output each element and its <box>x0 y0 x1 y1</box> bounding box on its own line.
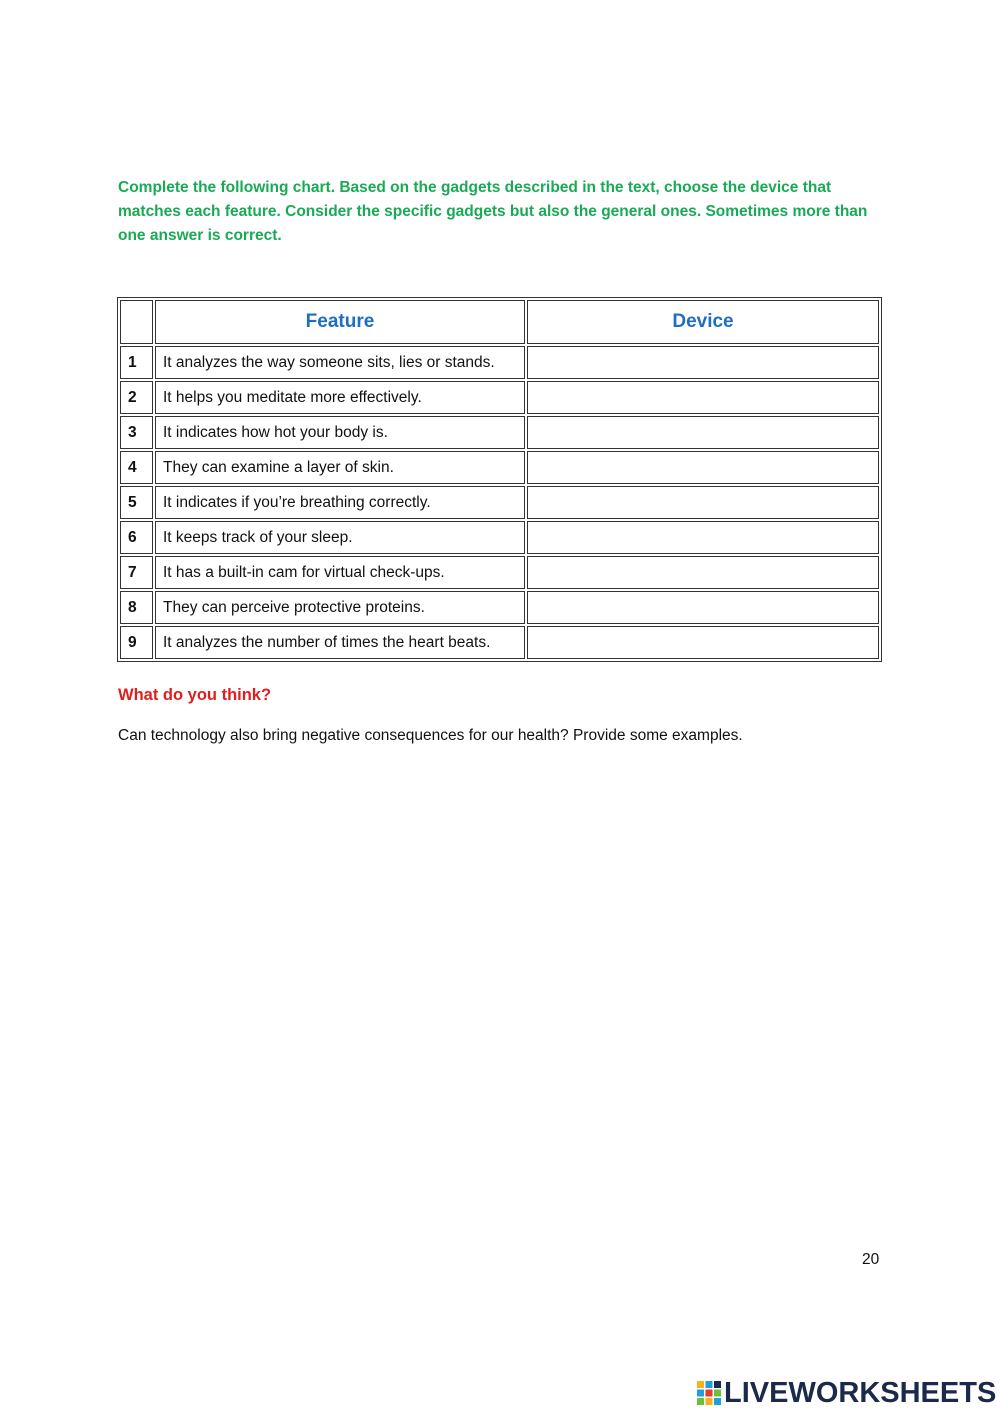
liveworksheets-brand[interactable] <box>697 1377 996 1409</box>
feature-cell: It analyzes the way someone sits, lies or stands. <box>155 346 525 379</box>
row-number: 9 <box>120 626 153 659</box>
device-answer-field[interactable] <box>527 591 879 624</box>
device-answer-field[interactable] <box>527 521 879 554</box>
device-answer-field[interactable] <box>527 486 879 519</box>
table-header-row <box>120 300 879 344</box>
feature-cell: It analyzes the number of times the heart beats. <box>155 626 525 659</box>
feature-cell: It indicates how hot your body is. <box>155 416 525 449</box>
feature-cell: They can examine a layer of skin. <box>155 451 525 484</box>
row-number: 1 <box>120 346 153 379</box>
device-answer-field[interactable] <box>527 556 879 589</box>
header-device: Device <box>527 300 879 344</box>
feature-cell: It indicates if you’re breathing correctly. <box>155 486 525 519</box>
instructions-text: Complete the following chart. Based on the gadgets described in the text, choose the device that matches each feature. Consider the specific gadgets but also the general ones. Sometimes more than one answer is correct. <box>118 179 868 244</box>
table-row <box>120 416 879 449</box>
table-row <box>120 381 879 414</box>
table-row <box>120 521 879 554</box>
row-number: 3 <box>120 416 153 449</box>
table-row <box>120 626 879 659</box>
table-row <box>120 346 879 379</box>
table-row <box>120 556 879 589</box>
table-row <box>120 591 879 624</box>
row-number: 2 <box>120 381 153 414</box>
page-number: 20 <box>862 1251 880 1268</box>
table-row <box>120 451 879 484</box>
device-answer-field[interactable] <box>527 416 879 449</box>
device-answer-field[interactable] <box>527 346 879 379</box>
table-row <box>120 486 879 519</box>
what-do-you-think-heading: What do you think? <box>118 686 272 704</box>
feature-cell: It keeps track of your sleep. <box>155 521 525 554</box>
brand-name: LIVEWORKSHEETS <box>724 1376 997 1409</box>
header-feature: Feature <box>155 300 525 344</box>
feature-cell: It has a built-in cam for virtual check-ups. <box>155 556 525 589</box>
discussion-question: Can technology also bring negative consequences for our health? Provide some examples. <box>118 727 743 744</box>
feature-cell: It helps you meditate more effectively. <box>155 381 525 414</box>
feature-cell: They can perceive protective proteins. <box>155 591 525 624</box>
row-number: 7 <box>120 556 153 589</box>
row-number: 6 <box>120 521 153 554</box>
liveworksheets-logo-icon <box>697 1381 721 1405</box>
feature-device-chart <box>117 297 882 662</box>
row-number: 8 <box>120 591 153 624</box>
device-answer-field[interactable] <box>527 451 879 484</box>
row-number: 5 <box>120 486 153 519</box>
row-number: 4 <box>120 451 153 484</box>
header-number <box>120 300 153 344</box>
device-answer-field[interactable] <box>527 381 879 414</box>
device-answer-field[interactable] <box>527 626 879 659</box>
